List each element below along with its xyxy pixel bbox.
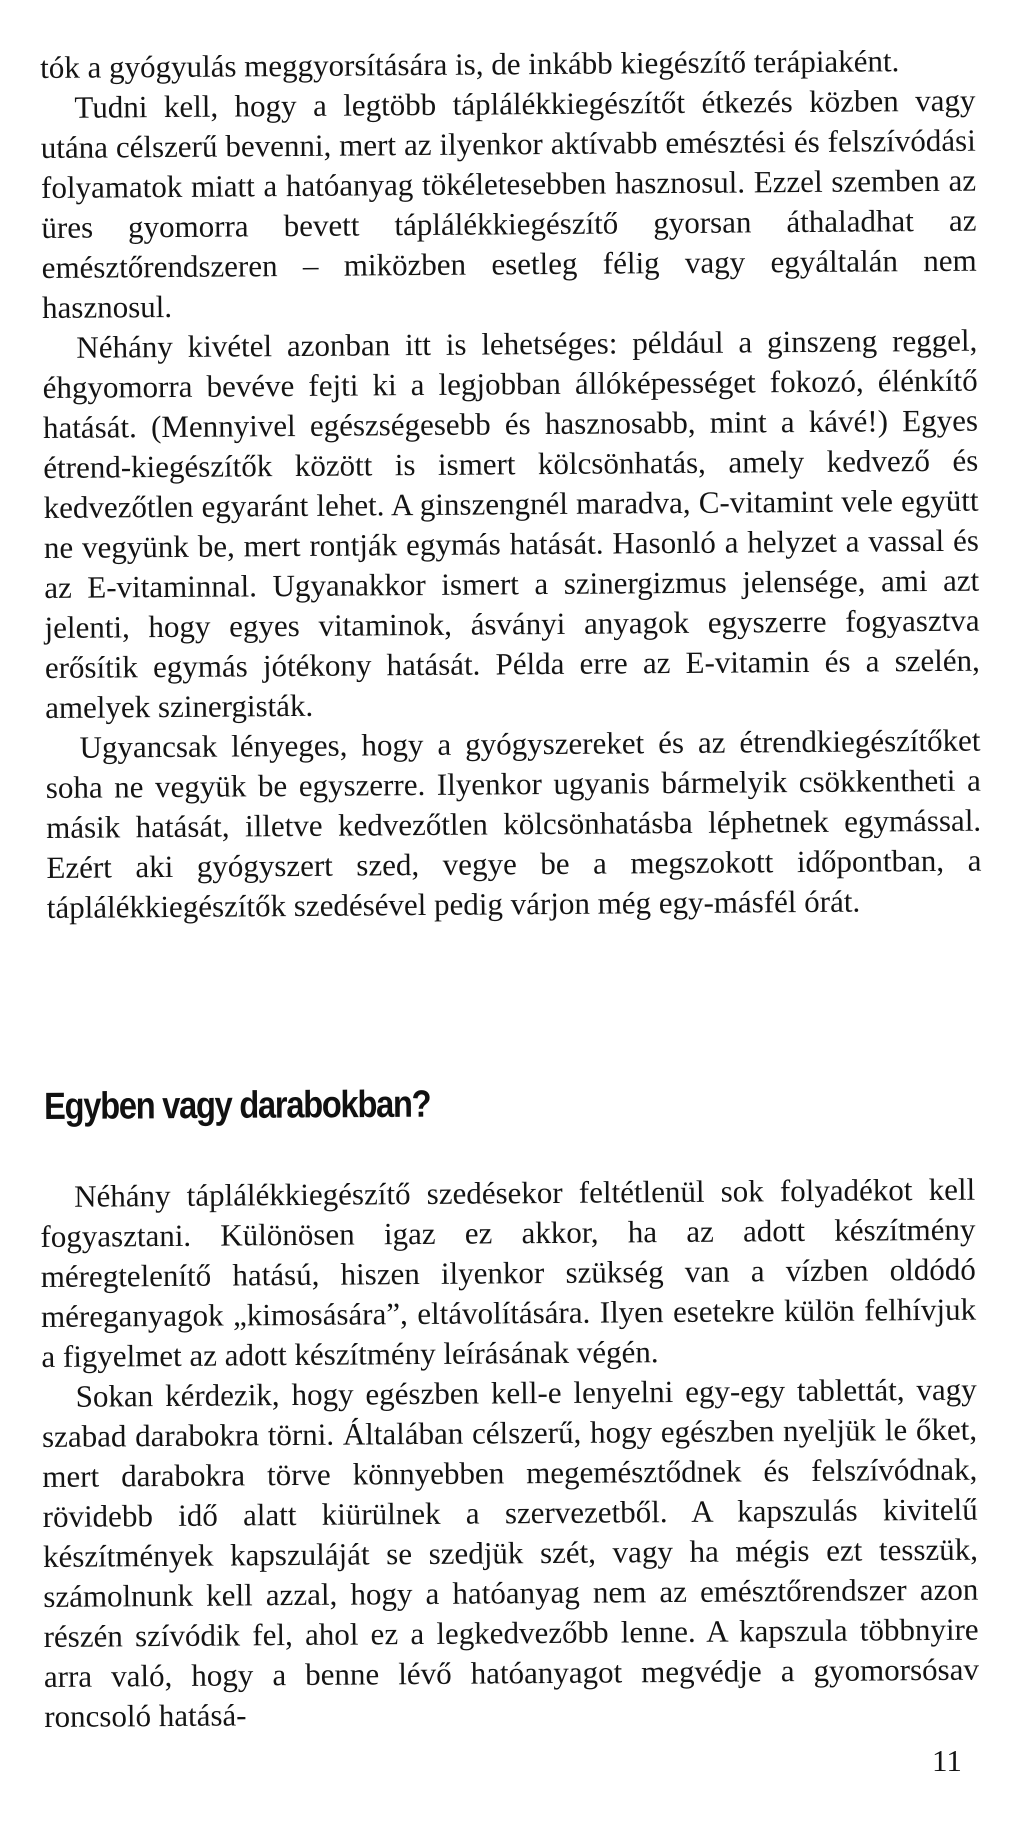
page-number: 11: [932, 1743, 962, 1778]
paragraph-tablets: Sokan kérdezik, hogy egészben kell-e lenyelni egy-egy tablettát, vagy szabad darabokra törni. Általában célszerű, hogy egészben nyeljük le őket, mert darabokra törve könnyebben megemésztődnek és felszívódnak, rövidebb idő alatt kiürülnek a szervezetből. A kapszulás kivitelű készítmények kapszuláját se szedjük szét, vagy ha mégis ezt tesszük, számolnunk kell azzal, hogy a hatóanyag nem az emésztőrendszer azon részén szívódik fel, ahol ez a legkedvezőbb lenne. A kapszula többnyire arra való, hogy a benne lévő hatóanyagot megvédje a gyomorsósav roncsoló hatásá-: [41, 1371, 980, 1734]
paragraph-absorption: Tudni kell, hogy a legtöbb táplálékkiegészítőt étkezés közben vagy utána célszerű bevenni, mert az ilyenkor aktívabb emésztési és felszívódási folyamatok miatt a hatóanyag tökéletesebben hasznosul. Ezzel szemben az üres gyomorra bevett táplálékkiegészítő gyorsan áthaladhat az emésztőrendszeren – miközben esetleg félig vagy egyáltalán nem hasznosul.: [40, 82, 977, 325]
paragraph-medication-timing: Ugyancsak lényeges, hogy a gyógyszereket és az étrendkiegészítőket soha ne vegyük be egyszerre. Ilyenkor ugyanis bármelyik csökkentheti a másik hatását, illetve kedvezőtlen kölcsönhatásba léphetnek egymással. Ezért aki gyógyszert szed, vegye be a megszokott időpontban, a táplálékkiegészítők szedésével pedig várjon még egy-másfél órát.: [45, 722, 982, 925]
top-text-block: [40, 41, 982, 928]
paragraph-exceptions: Néhány kivétel azonban itt is lehetséges: például a ginszeng reggel, éhgyomorra bevéve fejti ki a legjobban állóképességet fokozó, élénkítő hatását. (Mennyivel egészségesebb és hasznosabb, mint a kávé!) Egyes étrend-kiegészítők között is ismert kölcsönhatás, amely kedvező és kedvezőtlen egyaránt lehet. A ginszengnél maradva, C-vitamint vele együtt ne vegyünk be, mert rontják egymás hatását. Hasonló a helyzet a vassal és az E-vitaminnal. Ugyanakkor ismert a szinergizmus jelensége, ami azt jelenti, hogy egyes vitaminok, ásványi anyagok egyszerre fogyasztva erősítik egymás jótékony hatását. Példa erre az E-vitamin és a szelén, amelyek szinergisták.: [42, 322, 980, 725]
paragraph-continuation: tók a gyógyulás meggyorsítására is, de inkább kiegészítő terápiaként.: [40, 43, 900, 85]
section-text-block: [40, 1170, 979, 1737]
section-heading: Egyben vagy darabokban?: [44, 1083, 431, 1128]
paragraph-fluids: Néhány táplálékkiegészítő szedésekor feltétlenül sok folyadékot kell fogyasztani. Különösen igaz ez akkor, ha az adott készítmény méregtelenítő hatású, hiszen ilyenkor szükség van a vízben oldódó méreganyagok „kimosására”, eltávolítására. Ilyen esetekre külön felhívjuk a figyelmet az adott készítmény leírásának végén.: [40, 1171, 977, 1374]
